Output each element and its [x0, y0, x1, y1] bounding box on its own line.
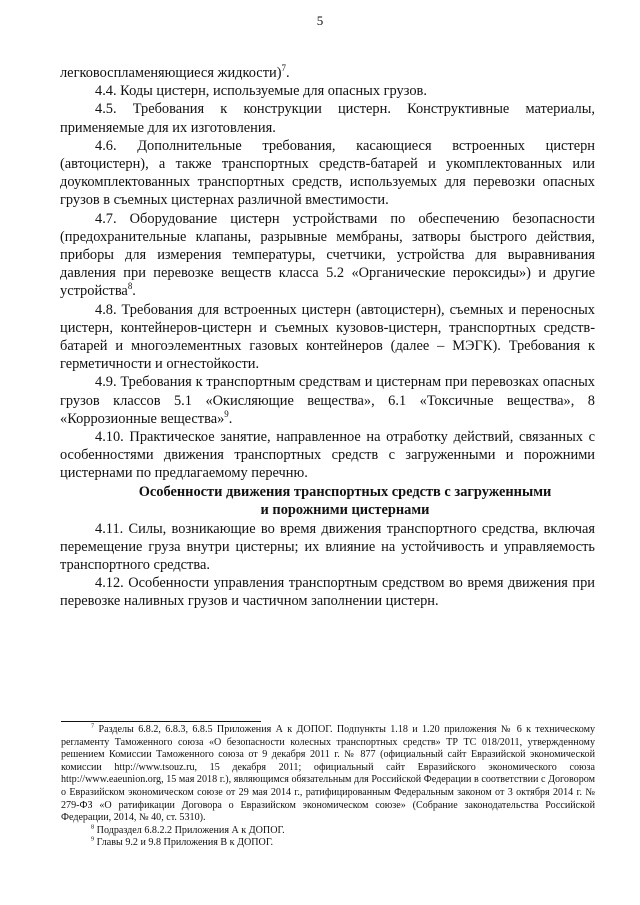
paragraph-4-8: 4.8. Требования для встроенных цистерн (автоцистерн), съемных и переносных цистерн, контейнеров-цистерн и съемных кузовов-цистерн, транспортных средств-батарей и многоэлементных газовых контейнеров (далее – МЭГК). Требования к герметичности и огнестойкости. — [60, 301, 595, 373]
footnote-ref-7: 7 — [281, 63, 286, 74]
paragraph-4-12: 4.12. Особенности управления транспортным средством во время движения при перевозке наливных грузов и частичном заполнении цистерн. — [60, 575, 595, 610]
paragraph-4-11: 4.11. Силы, возникающие во время движения транспортного средства, включая перемещение груза внутри цистерны; их влияние на устойчивость и управляемость транспортного средства. — [60, 520, 595, 574]
footnotes — [61, 724, 595, 850]
main-text — [60, 64, 595, 611]
footnote-9: $^9$ Главы 9.2 и 9.8 Приложения В к ДОПОГ. — [91, 835, 274, 849]
paragraph-4-10: 4.10. Практическое занятие, направленное на отработку действий, связанных с особенностями движения транспортных средств с загруженными и порожними цистернами по предлагаемому перечню. — [60, 429, 595, 482]
footnote-8: $^8$ Подраздел 6.8.2.2 Приложения А к ДОПОГ. — [91, 823, 285, 836]
paragraph-4-5: 4.5. Требования к конструкции цистерн. Конструктивные материалы, применяемые для их изготовления. — [60, 101, 595, 136]
footnote-7: $^7$ Разделы 6.8.2, 6.8.3, 6.8.5 Приложения А к ДОПОГ. Подпункты 1.18 и 1.20 приложения № 6 к техническому регламенту Таможенного союза «О безопасности колесных транспортных средств» ТР ТС 018/2011, утвержденному решением Комиссии Таможенного союза от 9 декабря 2011 г. № 877 (официальный сайт Евразийской экономической комиссии http://www.tsouz.ru, 15 декабря 2011; официальный сайт Евразийского экономического союза http://www.eaeunion.org, 15 мая 2018 г.), являющимся обязательным для Российской Федерации в соответствии с Договором о Евразийском экономическом союзе от 29 мая 2014 г., ратифицированным Федеральным законом от 3 октября 2014 г. № 279-ФЗ «О ратификации Договора о Евразийском экономическом союзе» (Собрание законодательства Российской Федерации, 2014, № 40, ст. 5310). — [61, 722, 595, 824]
paragraph-4-7: 4.7. Оборудование цистерн устройствами по обеспечению безопасности (предохранительные клапаны, разрывные мембраны, затворы быстрого действия, приборы для измерения температуры, счетчики, устройства для выравнивания давления при перевозке веществ класса 5.2 «Органические пероксиды») и другие устройства$^8$. — [60, 210, 595, 300]
paragraph-4-9: 4.9. Требования к транспортным средствам и цистернам при перевозках опасных грузов классов 5.1 «Окисляющие вещества», 6.1 «Токсичные вещества», 8 «Коррозионные вещества»$^9$. — [60, 374, 595, 427]
paragraph-4-6: 4.6. Дополнительные требования, касающиеся встроенных цистерн (автоцистерн), а также транспортных средств-батарей и укомплектованных или доукомплектованных транспортных средств, используемых для перевозки опасных грузов в съемных цистернах различной вместимости. — [60, 137, 595, 209]
paragraph-4-4: 4.4. Коды цистерн, используемые для опасных грузов. — [95, 83, 427, 100]
page-number: 5 — [316, 13, 324, 28]
footnote-ref-9: 9 — [224, 409, 229, 420]
footnote-ref-8: 8 — [127, 281, 133, 292]
paragraph-continuation: легковоспламеняющиеся жидкости)$^7$. — [60, 63, 290, 81]
section-heading: Особенности движения транспортных средств с загруженными и порожними цистернами — [138, 483, 552, 519]
